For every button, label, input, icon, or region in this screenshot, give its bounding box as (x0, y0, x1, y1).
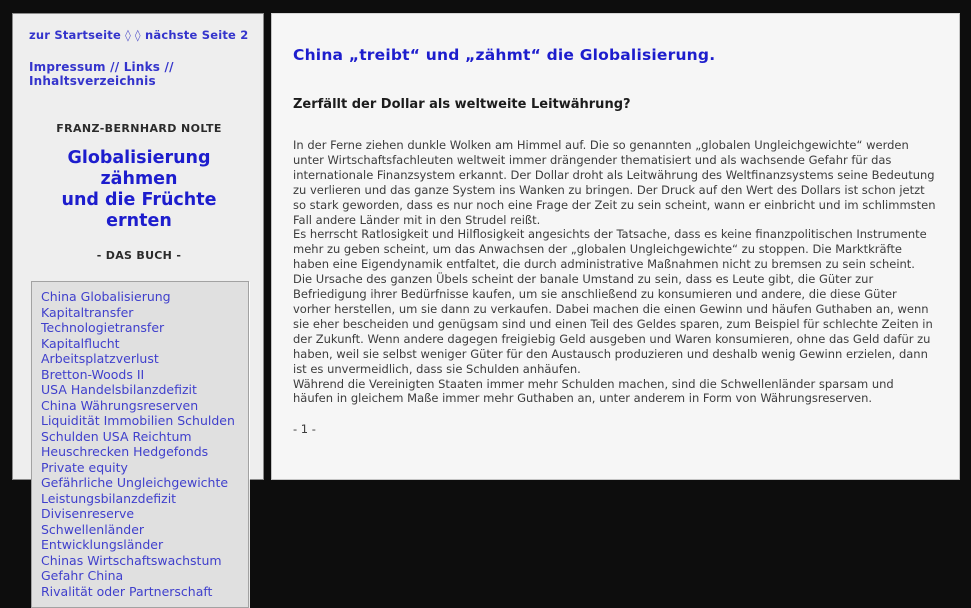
link-links[interactable]: Links (123, 60, 161, 74)
nav-item-schulden-usa[interactable]: Schulden USA Reichtum (41, 428, 192, 444)
link-inhaltsverzeichnis[interactable]: Inhaltsverzeichnis (29, 74, 156, 88)
book-title-line2: und die Früchte ernten (61, 190, 217, 231)
nav-item-gefaehrliche-ungleichgewichte[interactable]: Gefährliche Ungleichgewichte (41, 475, 229, 490)
page-title: China „treibt“ und „zähmt“ die Globalisierung. (293, 46, 716, 64)
nav-item-gefahr-china[interactable]: Gefahr China (41, 568, 124, 583)
nav-item-bretton-woods[interactable]: Bretton-Woods II (41, 366, 145, 382)
paragraph: In der Ferne ziehen dunkle Wolken am Himmel auf. Die so genannten „globalen Ungleichgewichte“ werden unter Wirtschaftsfachleuten weltweit immer drängender thematisiert und als wachsende Gefahr für das internationale Finanzsystem erkannt. Der Dollar droht als Leitwährung des Weltfinanzsystems seine Bedeutung zu verlieren und das ganze System ins Wanken zu bringen. Der Druck auf den Wert des Dollars ist schon jetzt so stark geworden, dass es nur noch eine Frage der Zeit zu sein scheint, wann er einbricht und im schlimmsten Fall andere Länder mit in den Strudel reißt. (293, 138, 936, 227)
nav-item-china-globalisierung[interactable]: China Globalisierung (41, 289, 171, 304)
link-startseite[interactable]: zur Startseite (29, 28, 121, 42)
book-title (29, 148, 249, 232)
nav-item-rivalitaet[interactable]: Rivalität oder Partnerschaft (41, 583, 213, 599)
frameset (12, 13, 960, 599)
section-heading: Zerfällt der Dollar als weltweite Leitwährung? (293, 97, 631, 112)
nav-item-leistungsbilanzdefizit[interactable]: Leistungsbilanzdefizit Divisenreserve (41, 490, 177, 521)
book-title-line1: Globalisierung zähmen (67, 148, 211, 189)
paragraph: Die Ursache des ganzen Übels scheint der banale Umstand zu sein, dass es Leute gibt, die Güter zur Befriedigung ihrer Bedürfnisse kaufen, um sie anschließend zu konsumieren und andere, die diese Güter vorher herstellen, um sie dann zu verkaufen. Dabei machen die einen Gewinn und häufen Guthaben an, wenn sie eher bescheiden und genügsam sind und einen Teil des Geldes sparen, zum Beispiel für schlechte Zeiten in der Zukunft. Wenn andere dagegen freigiebig Geld ausgeben und Waren konsumieren, ohne das Geld dafür zu haben, weil sie selbst weniger Güter für den Austausch produzieren und deshalb wenig Gewinn erzielen, dann ist es unvermeidlich, dass sie Schulden anhäufen. (293, 272, 933, 376)
nav-item-chinas-wirtschaftswachstum[interactable]: Chinas Wirtschaftswachstum (41, 552, 222, 568)
diamond-separator: ◊ ◊ (125, 28, 141, 42)
nav-item-liquiditaet[interactable]: Liquidität Immobilien Schulden (41, 413, 235, 428)
nav-item-usa-handelsbilanzdefizit[interactable]: USA Handelsbilanzdefizit (41, 382, 197, 397)
nav-item-schwellenlaender[interactable]: Schwellenländer Entwicklungsländer (41, 521, 164, 552)
book-label: - DAS BUCH - (96, 249, 182, 262)
nav-item-china-waehrungsreserven[interactable]: China Währungsreserven (41, 397, 199, 413)
link-impressum[interactable]: Impressum (29, 60, 106, 74)
nav-item-kapitalflucht[interactable]: Kapitalflucht Arbeitsplatzverlust (41, 335, 159, 366)
top-nav (29, 28, 249, 42)
nav-item-kapitaltransfer[interactable]: Kapitaltransfer Technologietransfer (41, 304, 165, 335)
frame-divider (264, 13, 271, 480)
author-name: FRANZ-BERNHARD NOLTE (56, 122, 222, 135)
slash-separator: // (164, 60, 174, 74)
slash-separator: // (110, 60, 120, 74)
main-content (271, 13, 960, 480)
article-body (293, 138, 937, 406)
link-naechste-seite[interactable]: nächste Seite 2 (145, 28, 249, 42)
meta-nav (29, 60, 249, 88)
page-number: - 1 - (293, 422, 316, 437)
chapter-nav-box (31, 281, 249, 608)
paragraph: Während die Vereinigten Staaten immer mehr Schulden machen, sind die Schwellenländer sparsam und häufen in gleichem Maße immer mehr Guthaben an, unter anderem in Form von Währungsreserven. (293, 376, 894, 406)
nav-item-heuschrecken[interactable]: Heuschrecken Hedgefonds Private equity (41, 444, 209, 475)
paragraph: Es herrscht Ratlosigkeit und Hilflosigkeit angesichts der Tatsache, dass es keine finanzpolitischen Instrumente mehr zu geben scheint, um das Anwachsen der „globalen Ungleichgewichte“ zu stoppen. Die Marktkräfte haben eine Eigendynamik entfaltet, die durch administrative Maßnahmen nicht zu bremsen zu sein scheint. (293, 227, 927, 272)
sidebar (12, 13, 264, 599)
